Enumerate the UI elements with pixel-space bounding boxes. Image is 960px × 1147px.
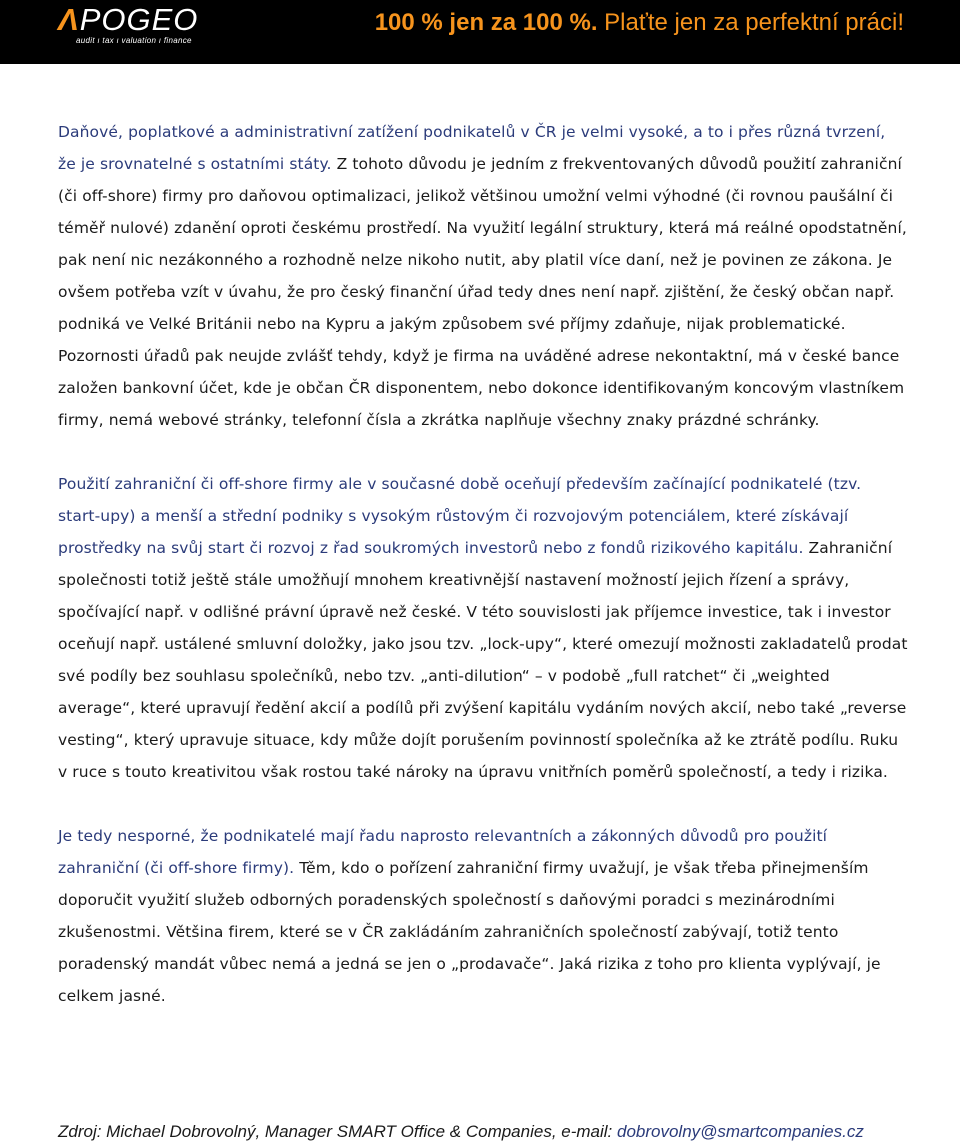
logo-mark-icon: Λ	[58, 2, 80, 37]
article-paragraph-3	[58, 820, 908, 1012]
source-credit	[58, 1120, 864, 1144]
article-paragraph-1	[58, 116, 908, 436]
slogan-rest: Plaťte jen za perfektní práci!	[597, 9, 904, 36]
source-email-link[interactable]: dobrovolny@smartcompanies.cz	[617, 1122, 864, 1141]
article-paragraph-2	[58, 468, 908, 788]
paragraph-1-lead: Daňové, poplatkové a administrativní zatížení podnikatelů v ČR je velmi vysoké, a to i přes různá tvrzení, že je srovnatelné s ostatními státy.	[58, 123, 886, 173]
apogeo-logo[interactable]	[58, 2, 258, 48]
header-bar	[0, 0, 960, 64]
paragraph-3-text: Těm, kdo o pořízení zahraniční firmy uvažují, je však třeba přinejmenším doporučit využití služeb odborných poradenských společností s daňovými poradci s mezinárodními zkušenostmi. Většina firem, které se v ČR zakládáním zahraničních společností zabývají, totiž tento poradenský mandát vůbec nemá a jedná se jen o „prodavače“. Jaká rizika z toho pro klienta vyplývají, je celkem jasné.	[58, 859, 881, 1005]
header-slogan	[375, 8, 904, 38]
paragraph-3-lead: Je tedy nesporné, že podnikatelé mají řadu naprosto relevantních a zákonných důvodů pro použití zahraniční (či off-shore firmy).	[58, 827, 828, 877]
paragraph-2-lead: Použití zahraniční či off-shore firmy ale v současné době oceňují především začínající podnikatelé (tzv. start-upy) a menší a střední podniky s vysokým růstovým či rozvojovým potenciálem, které získávají prostředky na svůj start či rozvoj z řad soukromých investorů nebo z fondů rizikového kapitálu.	[58, 475, 862, 557]
logo-word: POGEO	[79, 2, 199, 37]
logo-tagline: audit ı tax ı valuation ı finance	[76, 36, 192, 45]
slogan-bold: 100 % jen za 100 %.	[374, 9, 598, 36]
paragraph-1-text: Z tohoto důvodu je jedním z frekventovaných důvodů použití zahraniční (či off-shore) firmy pro daňovou optimalizaci, jelikož většinou umožní velmi výhodné (či rovnou paušální či téměř nulové) zdanění oproti českému prostředí. Na využití legální struktury, která má reálné opodstatnění, pak není nic nezákonného a rozhodně nelze nikoho nutit, aby platil více daní, než je povinen ze zákona. Je ovšem potřeba vzít v úvahu, že pro český finanční úřad tedy dnes není např. zjištění, že český občan např. podniká ve Velké Británii nebo na Kypru a jakým způsobem své příjmy zdaňuje, nijak problematické. Pozornosti úřadů pak neujde zvlášť tehdy, když je firma na uváděné adrese nekontaktní, má v české bance založen bankovní účet, kde je občan ČR disponentem, nebo dokonce identifikovaným koncovým vlastníkem firmy, nemá webové stránky, telefonní čísla a zkrátka naplňuje všechny znaky prázdné schránky.	[58, 155, 907, 429]
source-label: Zdroj: Michael Dobrovolný, Manager SMART Office & Companies, e-mail:	[58, 1122, 617, 1141]
logo-wordmark	[58, 2, 198, 38]
article-body	[58, 116, 908, 1044]
paragraph-2-text: Zahraniční společnosti totiž ještě stále umožňují mnohem kreativnější nastavení možností jejich řízení a správy, spočívající např. v odlišné právní úpravě než české. V této souvislosti jak příjemce investice, tak i investor oceňují např. ustálené smluvní doložky, jako jsou tzv. „lock-upy“, které omezují možnosti zakladatelů prodat své podíly bez souhlasu společníků, nebo tzv. „anti-dilution“ – v podobě „full ratchet“ či „weighted average“, které upravují ředění akcií a podílů při zvýšení kapitálu vydáním nových akcií, nebo také „reverse vesting“, který upravuje situace, kdy může dojít porušením povinností společníka až ke ztrátě podílu. Ruku v ruce s touto kreativitou však rostou také nároky na úpravu vnitřních poměrů společností, a tedy i rizika.	[58, 539, 908, 781]
